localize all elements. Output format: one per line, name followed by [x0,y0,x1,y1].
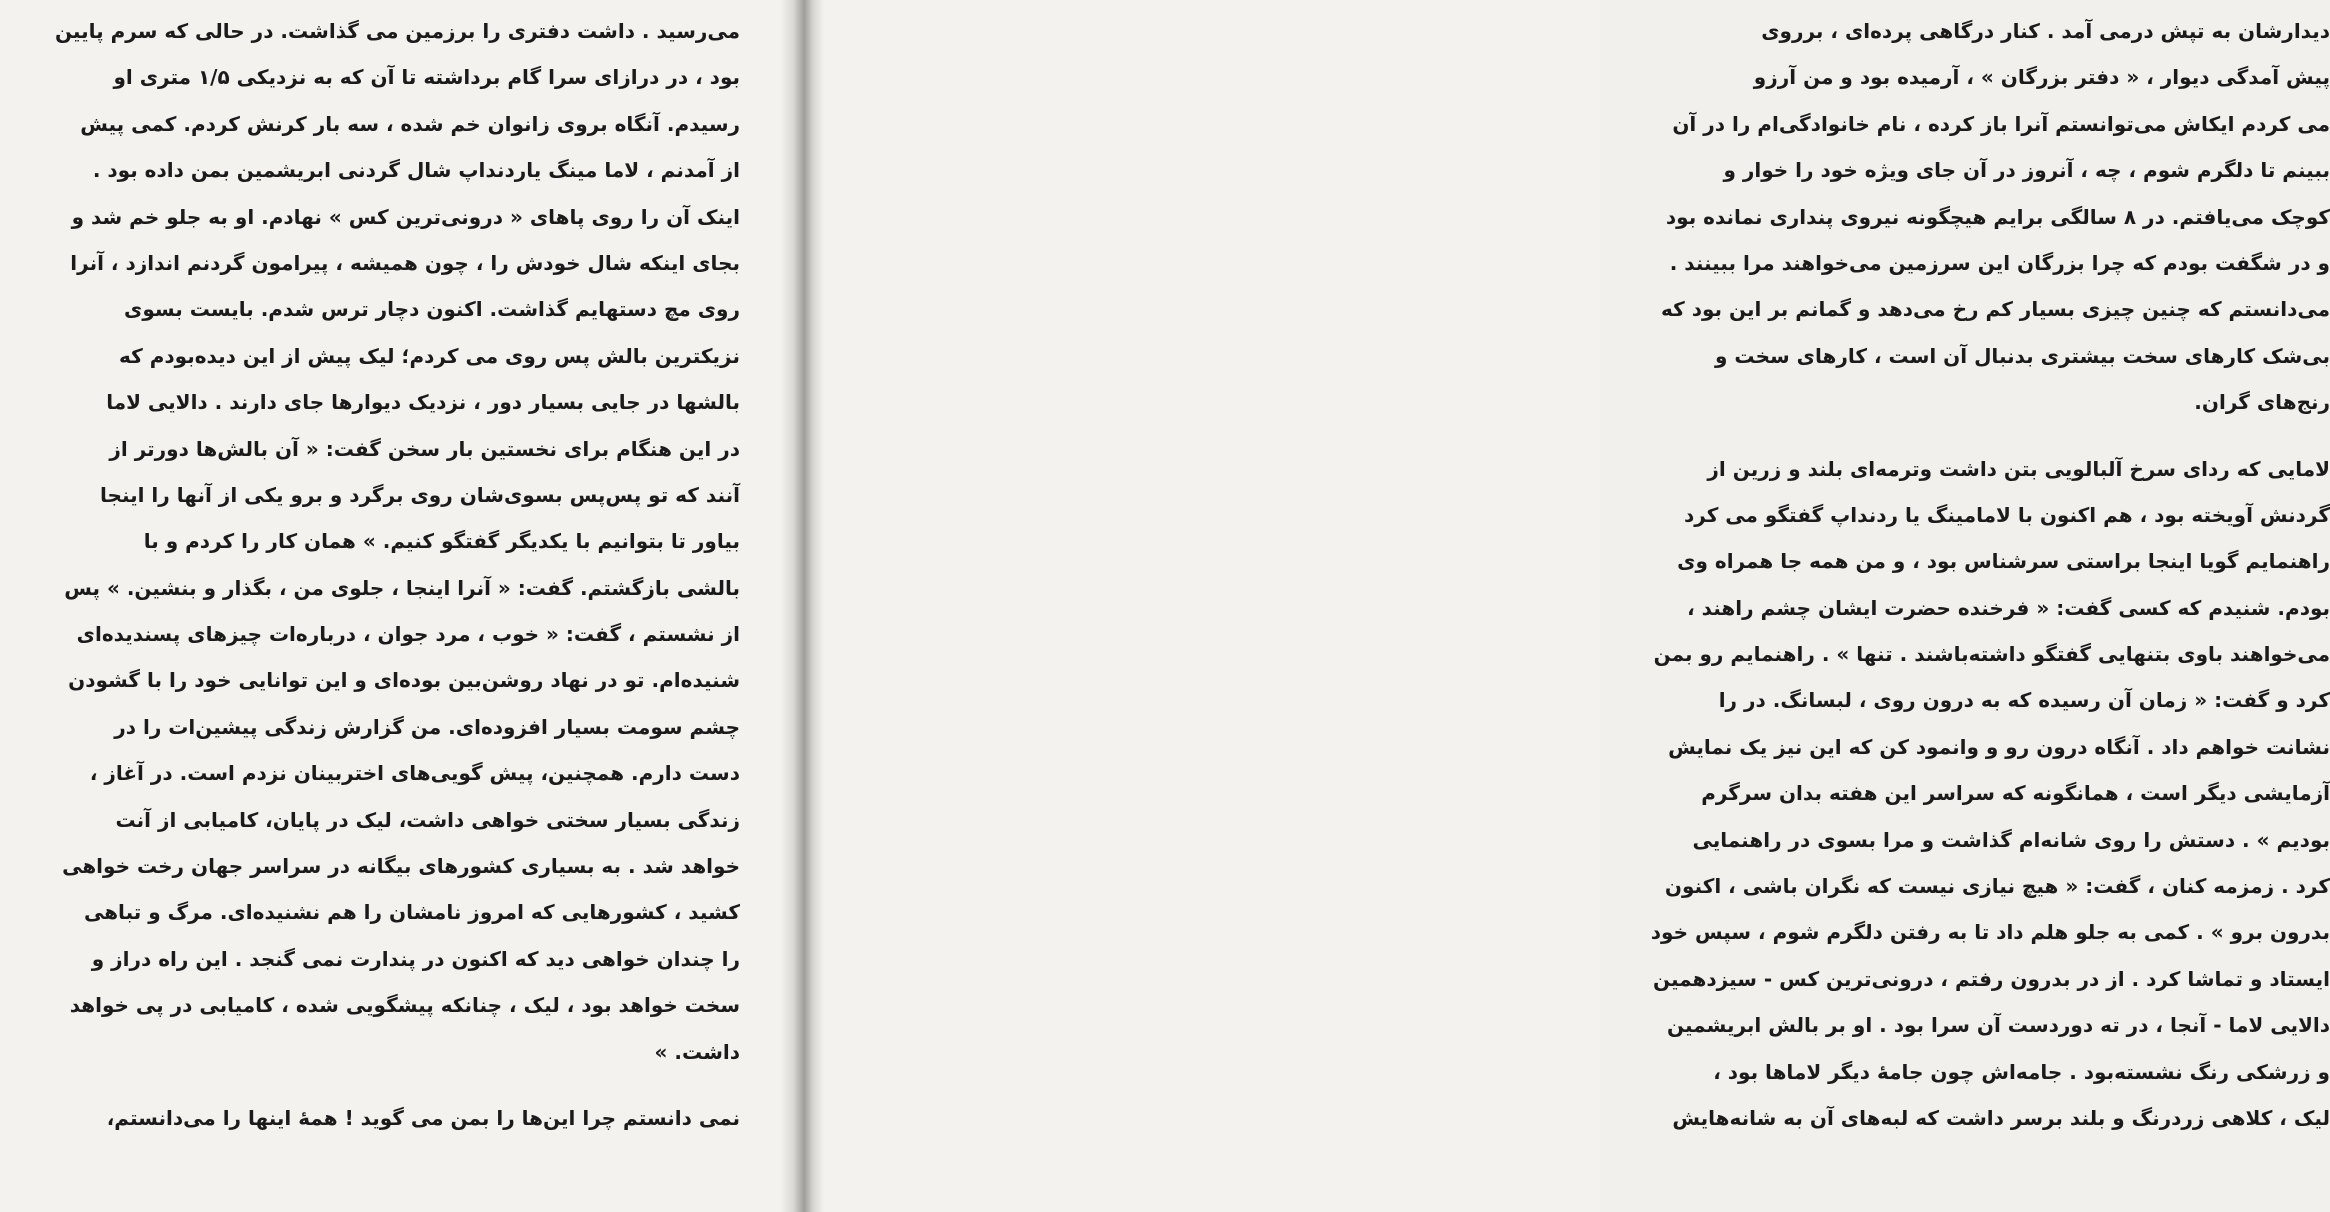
left-page [0,0,792,1212]
text-line: دالایی لاما - آنجا ، در ته دوردست آن سرا بود . او بر بالش ابریشمین [1667,1013,2330,1038]
text-line: بالشها در جایی بسیار دور ، نزدیک دیوارها جای دارند . دالایی لاما [106,390,740,415]
text-line: از آمدنم ، لاما مینگ یاردنداپ شال گردنی ابریشمین بمن داده بود . [92,158,740,183]
text-line: شنیده‌ام. تو در نهاد روشن‌بین بوده‌ای و این توانایی خود را با گشودن [68,668,740,693]
text-line: را چندان خواهی دید که اکنون در پندارت نمی گنجد . این راه دراز و [91,946,740,971]
text-line: بود ، در درازای سرا گام برداشته تا آن که به نزدیکی ۱/۵ متری او [113,65,740,90]
text-line: بجای اینکه شال خودش را ، چون همیشه ، پیرامون گردنم اندازد ، آنرا [70,250,740,275]
text-line: می‌خواهند باوی بتنهایی گفتگو داشته‌باشند . تنها » . راهنمایم رو بمن [1653,642,2330,667]
text-line: بدرون برو » . کمی به جلو هلم داد تا به رفتن دلگرم شوم ، سپس خود [1650,920,2330,945]
text-line: بودیم » . دستش را روی شانه‌ام گذاشت و مرا بسوی در راهنمایی [1692,827,2330,852]
text-line: کشید ، کشورهایی که امروز نامشان را هم نشنیده‌ای. مرگ و تباهی [83,900,740,925]
text-line: دیدارشان به تپش درمی آمد . کنار درگاهی پرده‌ای ، برروی [1761,19,2330,43]
text-line: خواهد شد . به بسیاری کشورهای بیگانه در سراسر جهان رخت خواهی [62,854,740,879]
text-line: کرد . زمزمه کنان ، گفت: « هیچ نیازی نیست که نگران باشی ، اکنون [1664,874,2330,899]
text-line: لامایی که ردای سرخ آلبالویی بتن داشت وترمه‌ای بلند و زرین از [1707,456,2330,481]
right-page [792,0,2330,1212]
text-line: گردنش آویخته بود ، هم اکنون با لامامینگ یا ردنداپ گفتگو می کرد [1683,502,2330,527]
right-page-text [1630,8,2330,1141]
paragraph-gap [1630,426,2330,446]
text-line: و در شگفت بودم که چرا بزرگان این سرزمین می‌خواهند مرا ببینند . [1669,250,2330,275]
text-line: کرد و گفت: « زمان آن رسیده که به درون روی ، لبسانگ. در را [1718,688,2330,713]
left-page-text [40,8,740,1141]
text-line: کوچک می‌یافتم. در ۸ سالگی برایم هیچگونه نیروی پنداری نمانده بود [1665,204,2330,229]
text-line: سخت خواهد بود ، لیک ، چنانکه پیشگویی شده ، کامیابی در پی خواهد [69,993,740,1018]
book-gutter-shadow [780,0,824,1212]
text-line: اینک آن را روی پاهای « درونی‌ترین کس » نهادم. او به جلو خم شد و [71,204,740,229]
text-line: راهنمایم گویا اینجا براستی سرشناس بود ، و من همه جا همراه وی [1677,549,2330,574]
text-line: و زرشکی رنگ نشسته‌بود . جامه‌اش چون جامهٔ دیگر لاماها بود ، [1713,1059,2330,1084]
text-line: می‌رسید . داشت دفتری را برزمین می گذاشت. در حالی که سرم پایین [54,19,740,43]
text-line: زندگی بسیار سختی خواهی داشت، لیک در پایان، کامیابی از آنت [115,807,740,832]
text-line: آنند که تو پس‌پس بسوی‌شان روی برگرد و برو یکی از آنها را اینجا [100,482,740,507]
text-line: بودم. شنیدم که کسی گفت: « فرخنده حضرت ایشان چشم راهند ، [1687,595,2330,620]
text-line: بیاور تا بتوانیم با یکدیگر گفتگو کنیم. » همان کار را کردم و با [143,529,740,554]
text-line: نزیکترین بالش پس روی می کردم؛ لیک پیش از این دیده‌بودم که [119,343,740,368]
text-line: می کردم ایکاش می‌توانستم آنرا باز کرده ، نام خانوادگی‌ام را در آن [1672,111,2330,136]
text-line: پیش آمدگی دیوار ، « دفتر بزرگان » ، آرمیده بود و من آرزو [1753,65,2330,90]
text-line: دست دارم. همچنین، پیش گویی‌های اختربینان نزدم است. در آغاز ، [89,761,740,786]
text-line: بالشی بازگشتم. گفت: « آنرا اینجا ، جلوی من ، بگذار و بنشین. » پس [64,575,740,600]
text-line: بی‌شک کارهای سخت بیشتری بدنبال آن است ، کارهای سخت و [1715,343,2330,368]
text-line: نمی دانستم چرا این‌ها را بمن می گوید ! همهٔ اینها را می‌دانستم، [106,1105,740,1130]
text-line: در این هنگام برای نخستین بار سخن گفت: « آن بالش‌ها دورتر از [109,436,740,461]
text-line: رسیدم. آنگاه بروی زانوان خم شده ، سه بار کرنش کردم. کمی پیش [80,111,740,136]
text-line: می‌دانستم که چنین چیزی بسیار کم رخ می‌دهد و گمانم بر این بود که [1661,297,2330,322]
text-line: نشانت خواهم داد . آنگاه درون رو و وانمود کن که این نیز یک نمایش [1668,734,2330,759]
text-line: رنج‌های گران. [2194,390,2330,415]
text-line: داشت. » [654,1039,740,1064]
text-line: آزمایشی دیگر است ، همانگونه که سراسر این هفته بدان سرگرم [1701,781,2330,806]
text-line: ایستاد و تماشا کرد . از در بدرون رفتم ، درونی‌ترین کس - سیزدهمین [1652,966,2330,991]
text-line: لیک ، کلاهی زردرنگ و بلند برسر داشت که لبه‌های آن به شانه‌هایش [1672,1105,2330,1130]
text-line: روی مچ دستهایم گذاشت. اکنون دچار ترس شدم. بایست بسوی [124,297,740,322]
text-line: ببینم تا دلگرم شوم ، چه ، آنروز در آن جای ویژه خود را خوار و [1723,158,2330,183]
text-line: از نشستم ، گفت: « خوب ، مرد جوان ، درباره‌ات چیزهای پسندیده‌ای [76,622,740,647]
paragraph-gap [40,1075,740,1095]
text-line: چشم سومت بسیار افزوده‌ای. من گزارش زندگی پیشین‌ات را در [114,714,740,739]
